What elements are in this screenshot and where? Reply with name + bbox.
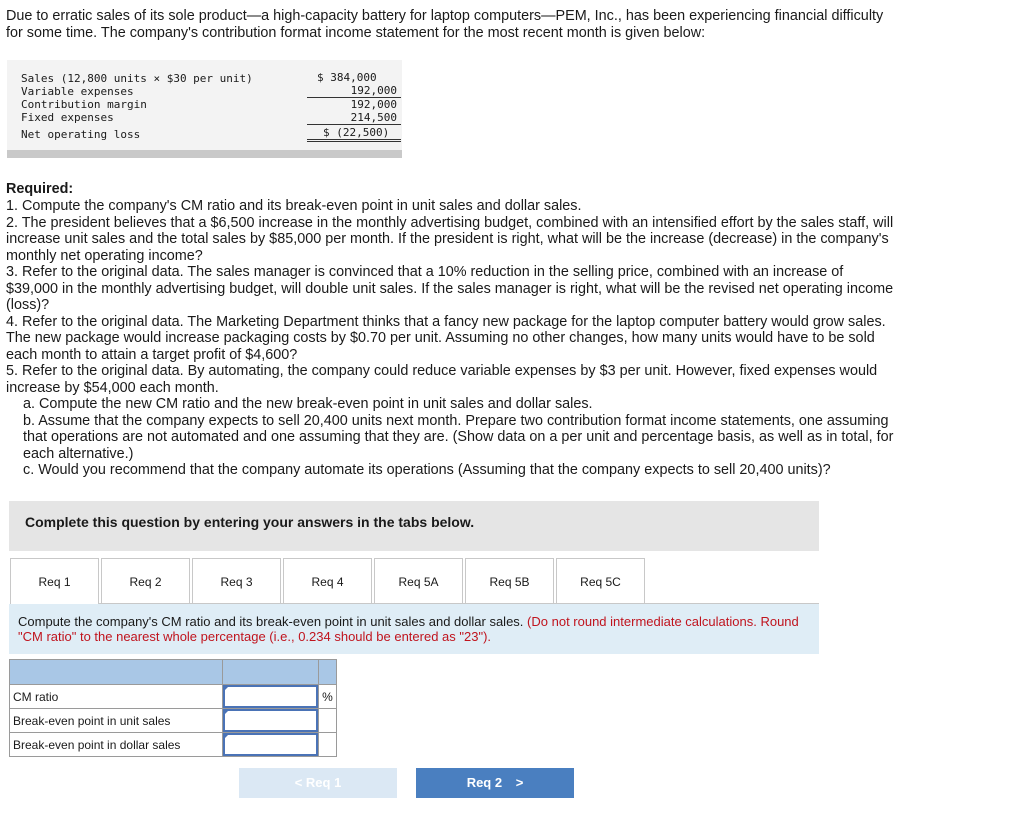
statement-label: Contribution margin bbox=[21, 98, 147, 111]
required-item: 4. Refer to the original data. The Marketing Department thinks that a fancy new package for the laptop computer battery would grow sales. The new package would increase packaging costs by $0.70 per unit. Assuming no other changes, how many units would have to be sold each month to attain a target profit of $4,600? bbox=[6, 313, 886, 363]
statement-value: 192,000 bbox=[350, 98, 397, 111]
instruction-box bbox=[9, 604, 819, 654]
tab-req-4[interactable]: Req 4 bbox=[283, 558, 372, 604]
next-req-label: Req 2 bbox=[466, 775, 503, 790]
statement-label: Sales (12,800 units × $30 per unit) bbox=[21, 72, 253, 85]
required-subitem: c. Would you recommend that the company automate its operations (Assuming that the company expects to sell 20,400 units)? bbox=[23, 462, 831, 478]
row-label: CM ratio bbox=[10, 685, 223, 709]
input-marker-icon bbox=[223, 733, 230, 740]
statement-label: Variable expenses bbox=[21, 85, 134, 98]
required-subitem: b. Assume that the company expects to sell 20,400 units next month. Prepare two contribution format income statements, one assuming that operations are not automated and one assuming that they are. (Show data on a per unit and percentage basis, as well as in total, for each alternative.) bbox=[23, 412, 894, 462]
income-statement bbox=[7, 60, 402, 157]
tab-req-2[interactable]: Req 2 bbox=[101, 558, 190, 604]
statement-label: Fixed expenses bbox=[21, 111, 114, 124]
chevron-right-icon: > bbox=[515, 775, 524, 790]
tab-req-1[interactable]: Req 1 bbox=[10, 558, 99, 605]
input-marker-icon bbox=[223, 709, 230, 716]
required-title: Required: bbox=[6, 181, 74, 197]
header-cell bbox=[223, 660, 319, 685]
percent-unit: % bbox=[319, 685, 337, 709]
chevron-left-icon: < bbox=[294, 775, 303, 790]
header-cell bbox=[319, 660, 337, 685]
required-item: 2. The president believes that a $6,500 increase in the monthly advertising budget, combined with an intensified effort by the sales staff, will increase unit sales and the total sales by $85,000 per month. If the president is right, what will be the increase (decrease) in the company's monthly net operating income? bbox=[6, 214, 894, 264]
unit-cell bbox=[319, 709, 337, 733]
required-subitem: a. Compute the new CM ratio and the new break-even point in unit sales and dollar sales. bbox=[23, 396, 593, 412]
answer-table bbox=[9, 659, 337, 757]
cm-ratio-cell bbox=[223, 685, 319, 709]
tab-req-3[interactable]: Req 3 bbox=[192, 558, 281, 604]
complete-banner-text: Complete this question by entering your answers in the tabs below. bbox=[25, 514, 475, 530]
prev-req-button[interactable] bbox=[239, 768, 397, 798]
answer-row bbox=[10, 733, 337, 757]
tab-req-5c[interactable]: Req 5C bbox=[556, 558, 645, 604]
cm-ratio-input[interactable] bbox=[223, 685, 318, 708]
instruction-note: (Do not round intermediate calculations. Round "CM ratio" to the nearest whole percentage (i.e., 0.234 should be entered as "23"). bbox=[18, 614, 799, 644]
answer-header-row bbox=[10, 660, 337, 685]
tab-req-5b[interactable]: Req 5B bbox=[465, 558, 554, 604]
break-even-dollars-cell bbox=[223, 733, 319, 757]
problem-intro: Due to erratic sales of its sole product—a high-capacity battery for laptop computers—PEM, Inc., has been experiencing financial difficulty for some time. The company's contribution format income statement for the most recent month is given below: bbox=[6, 8, 884, 41]
statement-divider bbox=[7, 150, 402, 158]
prev-req-label: Req 1 bbox=[305, 775, 342, 790]
statement-value: $ (22,500) bbox=[307, 126, 401, 142]
statement-value: 214,500 bbox=[307, 111, 401, 125]
row-label: Break-even point in dollar sales bbox=[10, 733, 223, 757]
required-item: 5. Refer to the original data. By automating, the company could reduce variable expenses by $3 per unit. However, fixed expenses would increase by $54,000 each month. bbox=[6, 363, 878, 396]
instruction-main: Compute the company's CM ratio and its break-even point in unit sales and dollar sales. bbox=[18, 614, 524, 629]
header-cell bbox=[10, 660, 223, 685]
next-req-button[interactable] bbox=[416, 768, 574, 798]
statement-label: Net operating loss bbox=[21, 128, 141, 141]
break-even-units-input[interactable] bbox=[223, 709, 318, 732]
required-item: 3. Refer to the original data. The sales manager is convinced that a 10% reduction in the selling price, combined with an increase of $39,000 in the monthly advertising budget, will double unit sales. If the sales manager is right, what will be the revised net operating income (loss)? bbox=[6, 264, 894, 313]
required-list bbox=[6, 198, 896, 479]
tab-req-5a[interactable]: Req 5A bbox=[374, 558, 463, 604]
complete-banner bbox=[9, 501, 819, 551]
input-marker-icon bbox=[223, 685, 230, 692]
instruction-text bbox=[18, 614, 808, 644]
answer-row bbox=[10, 685, 337, 709]
row-label: Break-even point in unit sales bbox=[10, 709, 223, 733]
required-item: 1. Compute the company's CM ratio and its break-even point in unit sales and dollar sales. bbox=[6, 198, 582, 214]
unit-cell bbox=[319, 733, 337, 757]
break-even-units-cell bbox=[223, 709, 319, 733]
statement-value: 192,000 bbox=[307, 84, 401, 98]
break-even-dollars-input[interactable] bbox=[223, 733, 318, 756]
statement-value: $ 384,000 bbox=[317, 71, 377, 84]
answer-row bbox=[10, 709, 337, 733]
